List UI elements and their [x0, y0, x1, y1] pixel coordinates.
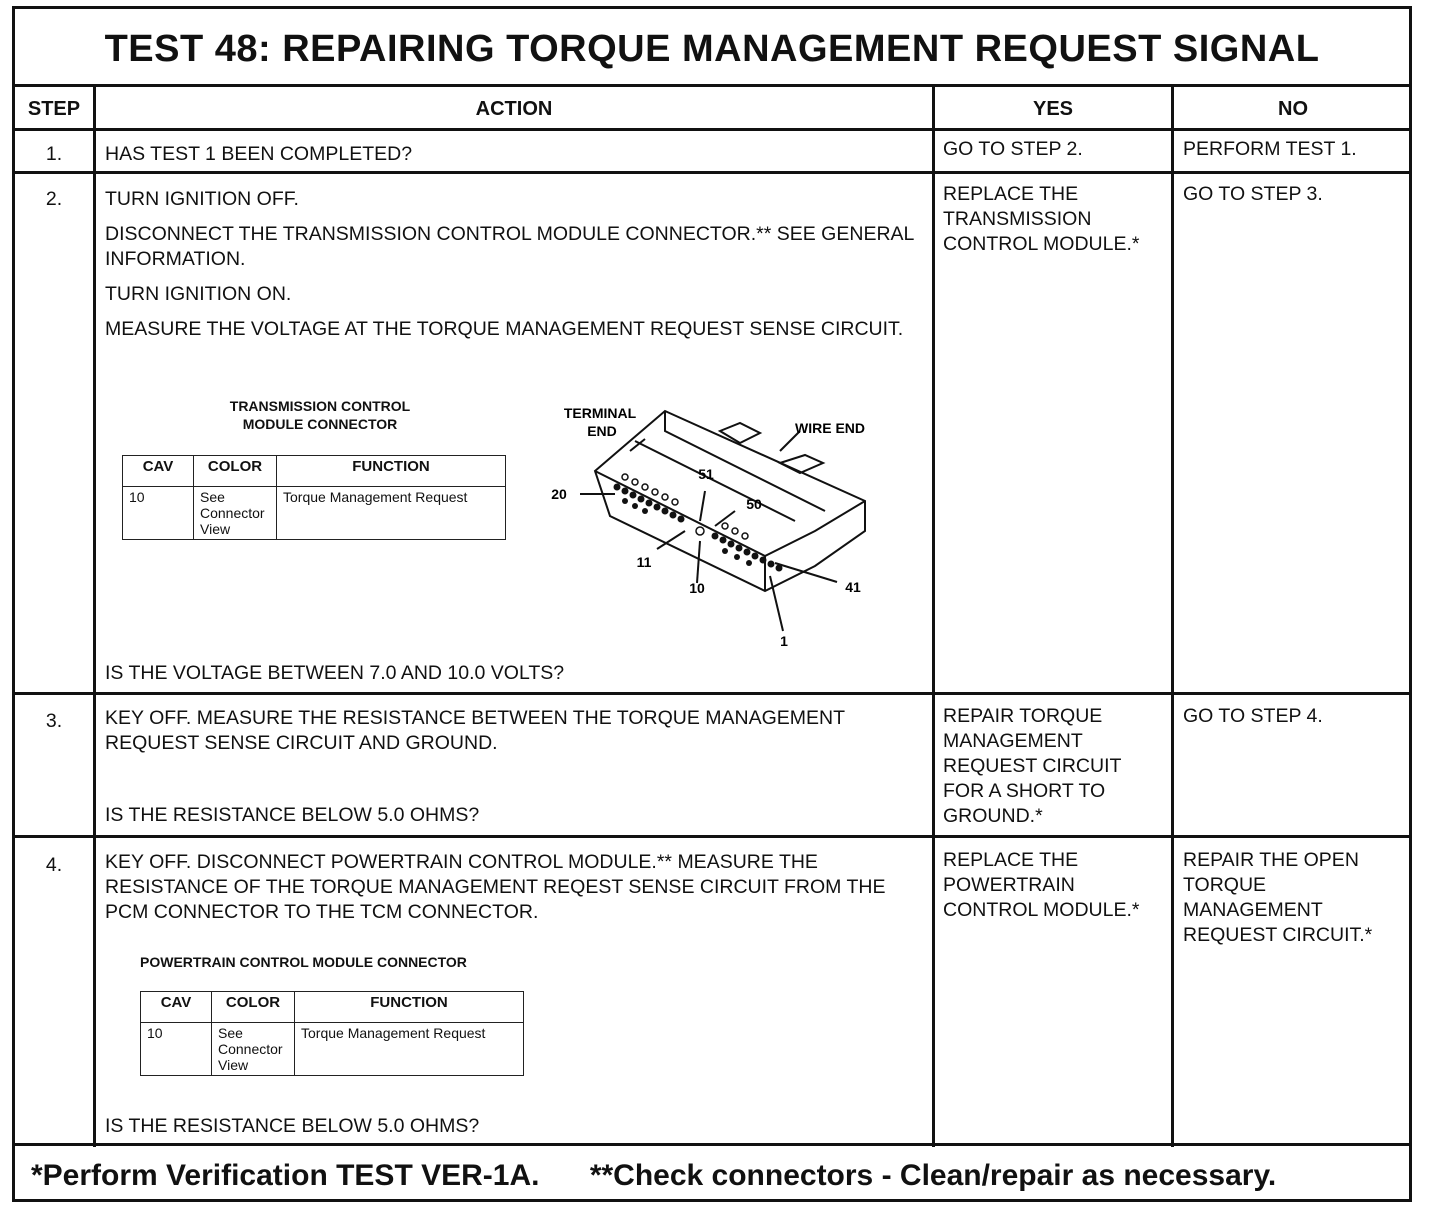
header-yes: YES: [935, 87, 1171, 131]
terminal-end-label: END: [587, 423, 617, 439]
pin-label: 20: [551, 486, 567, 502]
divider: [15, 692, 1409, 695]
pin-label: 1: [780, 633, 788, 649]
step-number: 2.: [45, 188, 63, 210]
pin-label: 41: [845, 579, 861, 595]
pin-label: 50: [746, 496, 762, 512]
header-action: ACTION: [96, 87, 932, 131]
pin-label: 11: [636, 554, 652, 570]
step-number: 3.: [45, 710, 63, 732]
col-color: COLOR: [194, 456, 277, 487]
action-text: KEY OFF. MEASURE THE RESISTANCE BETWEEN THE TORQUE MANAGEMENT REQUEST SENSE CIRCUIT AND GROUND.: [105, 707, 845, 754]
step-number: 1.: [45, 143, 63, 165]
color-value: See Connector View: [212, 1023, 295, 1076]
no-text: GO TO STEP 4.: [1183, 705, 1323, 727]
yes-text: REPLACE THE TRANSMISSION CONTROL MODULE.*: [943, 183, 1140, 255]
col-color: COLOR: [212, 992, 295, 1023]
action-line: MEASURE THE VOLTAGE AT THE TORQUE MANAGEMENT REQUEST SENSE CIRCUIT.: [105, 318, 904, 340]
pin-label: 51: [698, 466, 714, 482]
pcm-connector-table: [140, 991, 524, 1076]
verification-note: *Perform Verification TEST VER-1A.: [31, 1159, 540, 1192]
divider: [932, 87, 935, 1147]
step-number: 4.: [45, 854, 63, 876]
col-cav: CAV: [141, 992, 212, 1023]
tcm-connector-table: [122, 455, 506, 540]
no-text: GO TO STEP 3.: [1183, 183, 1323, 205]
col-function: FUNCTION: [277, 456, 506, 487]
test-sheet: [12, 6, 1412, 1202]
yes-text: GO TO STEP 2.: [943, 138, 1083, 160]
action-text: [105, 187, 915, 352]
action-line: TURN IGNITION ON.: [105, 283, 292, 305]
col-cav: CAV: [123, 456, 194, 487]
connector-diagram: [525, 391, 885, 651]
terminal-end-label: TERMINAL: [563, 405, 637, 421]
action-text: KEY OFF. DISCONNECT POWERTRAIN CONTROL MODULE.** MEASURE THE RESISTANCE OF THE TORQUE MANAGEMENT REQEST SENSE CIRCUIT FROM THE PCM CONNECTOR TO THE TCM CONNECTOR.: [105, 851, 886, 923]
function-value: Torque Management Request: [277, 487, 506, 540]
divider: [1171, 87, 1174, 1147]
yes-text: REPLACE THE POWERTRAIN CONTROL MODULE.*: [943, 849, 1140, 921]
question-text: IS THE VOLTAGE BETWEEN 7.0 AND 10.0 VOLTS?: [105, 662, 565, 684]
tcm-table-caption: TRANSMISSION CONTROL MODULE CONNECTOR: [229, 398, 411, 432]
divider: [15, 171, 1409, 174]
no-text: REPAIR THE OPEN TORQUE MANAGEMENT REQUEST CIRCUIT.*: [1183, 849, 1373, 946]
connector-note: **Check connectors - Clean/repair as necessary.: [589, 1159, 1277, 1192]
cav-value: 10: [123, 487, 194, 540]
header-no: NO: [1174, 87, 1412, 131]
pin-label: 10: [689, 580, 705, 596]
action-text: HAS TEST 1 BEEN COMPLETED?: [105, 143, 413, 165]
divider: [93, 87, 96, 1147]
footer-notes: [15, 1143, 1409, 1199]
color-value: See Connector View: [194, 487, 277, 540]
page-title: TEST 48: REPAIRING TORQUE MANAGEMENT REQUEST SIGNAL: [15, 9, 1409, 87]
yes-text: REPAIR TORQUE MANAGEMENT REQUEST CIRCUIT FOR A SHORT TO GROUND.*: [943, 705, 1122, 827]
wire-end-label: WIRE END: [795, 420, 865, 436]
cav-value: 10: [141, 1023, 212, 1076]
header-step: STEP: [15, 87, 93, 131]
question-text: IS THE RESISTANCE BELOW 5.0 OHMS?: [105, 1115, 480, 1137]
function-value: Torque Management Request: [295, 1023, 524, 1076]
no-text: PERFORM TEST 1.: [1183, 138, 1357, 160]
col-function: FUNCTION: [295, 992, 524, 1023]
question-text: IS THE RESISTANCE BELOW 5.0 OHMS?: [105, 804, 480, 826]
action-line: TURN IGNITION OFF.: [105, 188, 299, 210]
action-line: DISCONNECT THE TRANSMISSION CONTROL MODULE CONNECTOR.** SEE GENERAL INFORMATION.: [105, 223, 914, 270]
divider: [15, 835, 1409, 838]
pcm-table-caption: POWERTRAIN CONTROL MODULE CONNECTOR: [140, 954, 467, 970]
